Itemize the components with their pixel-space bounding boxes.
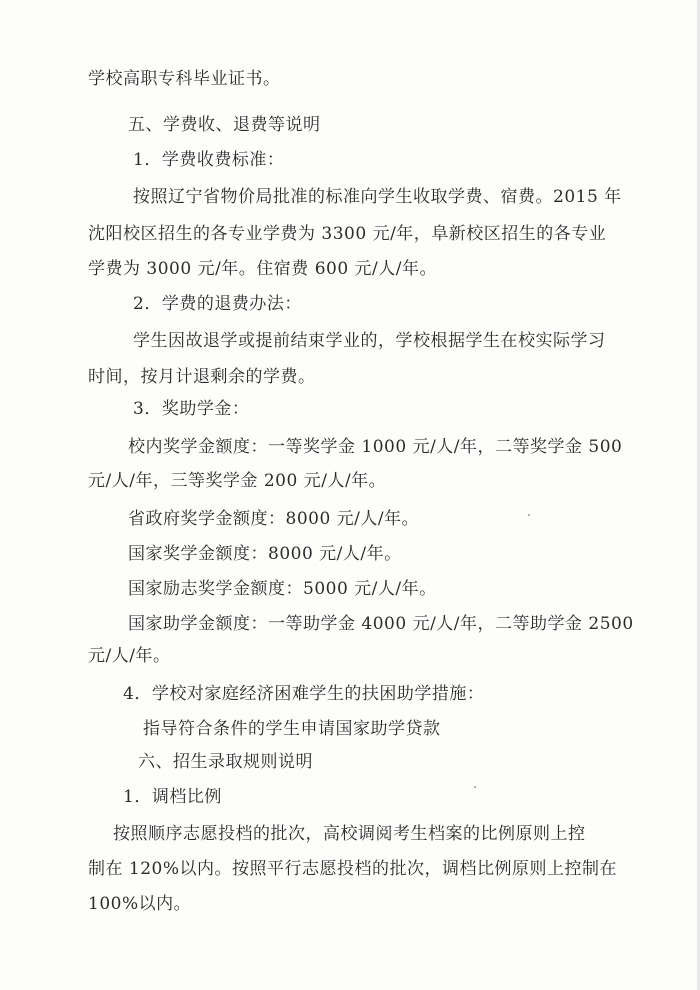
subsection-heading: 1．调档比例 [123, 787, 222, 807]
text-line: 国家励志奖学金额度：5000 元/人/年。 [128, 579, 437, 599]
text-line: 学生因故退学或提前结束学业的，学校根据学生在校实际学习 [133, 331, 606, 351]
subsection-heading: 2．学费的退费办法： [133, 294, 302, 314]
section-heading: 六、招生录取规则说明 [138, 752, 313, 772]
text-line: 制在 120%以内。按照平行志愿投档的批次，调档比例原则上控制在 [88, 859, 618, 879]
scan-speck [474, 786, 476, 788]
text-line: 时间，按月计退剩余的学费。 [88, 367, 316, 387]
text-line: 按照顺序志愿投档的批次，高校调阅考生档案的比例原则上控 [113, 824, 586, 844]
text-line: 学费为 3000 元/年。住宿费 600 元/人/年。 [88, 259, 438, 279]
text-line: 100%以内。 [88, 894, 192, 914]
subsection-heading: 1．学费收费标准： [133, 150, 285, 170]
text-line: 学校高职专科毕业证书。 [88, 69, 281, 89]
text-line: 按照辽宁省物价局批准的标准向学生收取学费、宿费。2015 年 [133, 187, 622, 207]
text-line: 元/人/年。 [88, 646, 171, 666]
text-line: 沈阳校区招生的各专业学费为 3300 元/年，阜新校区招生的各专业 [88, 224, 607, 244]
text-line: 国家奖学金额度：8000 元/人/年。 [128, 544, 402, 564]
section-heading: 五、学费收、退费等说明 [128, 115, 321, 135]
text-line: 省政府奖学金额度：8000 元/人/年。 [128, 509, 420, 529]
subsection-heading: 4．学校对家庭经济困难学生的扶困助学措施： [123, 684, 485, 704]
text-line: 国家助学金额度：一等助学金 4000 元/人/年，二等助学金 2500 [128, 614, 634, 634]
text-line: 指导符合条件的学生申请国家助学贷款 [143, 719, 441, 739]
text-line: 校内奖学金额度：一等奖学金 1000 元/人/年，二等奖学金 500 [128, 437, 623, 457]
text-line: 元/人/年，三等奖学金 200 元/人/年。 [88, 471, 387, 491]
scan-speck [528, 514, 530, 516]
subsection-heading: 3．奖助学金： [133, 399, 250, 419]
